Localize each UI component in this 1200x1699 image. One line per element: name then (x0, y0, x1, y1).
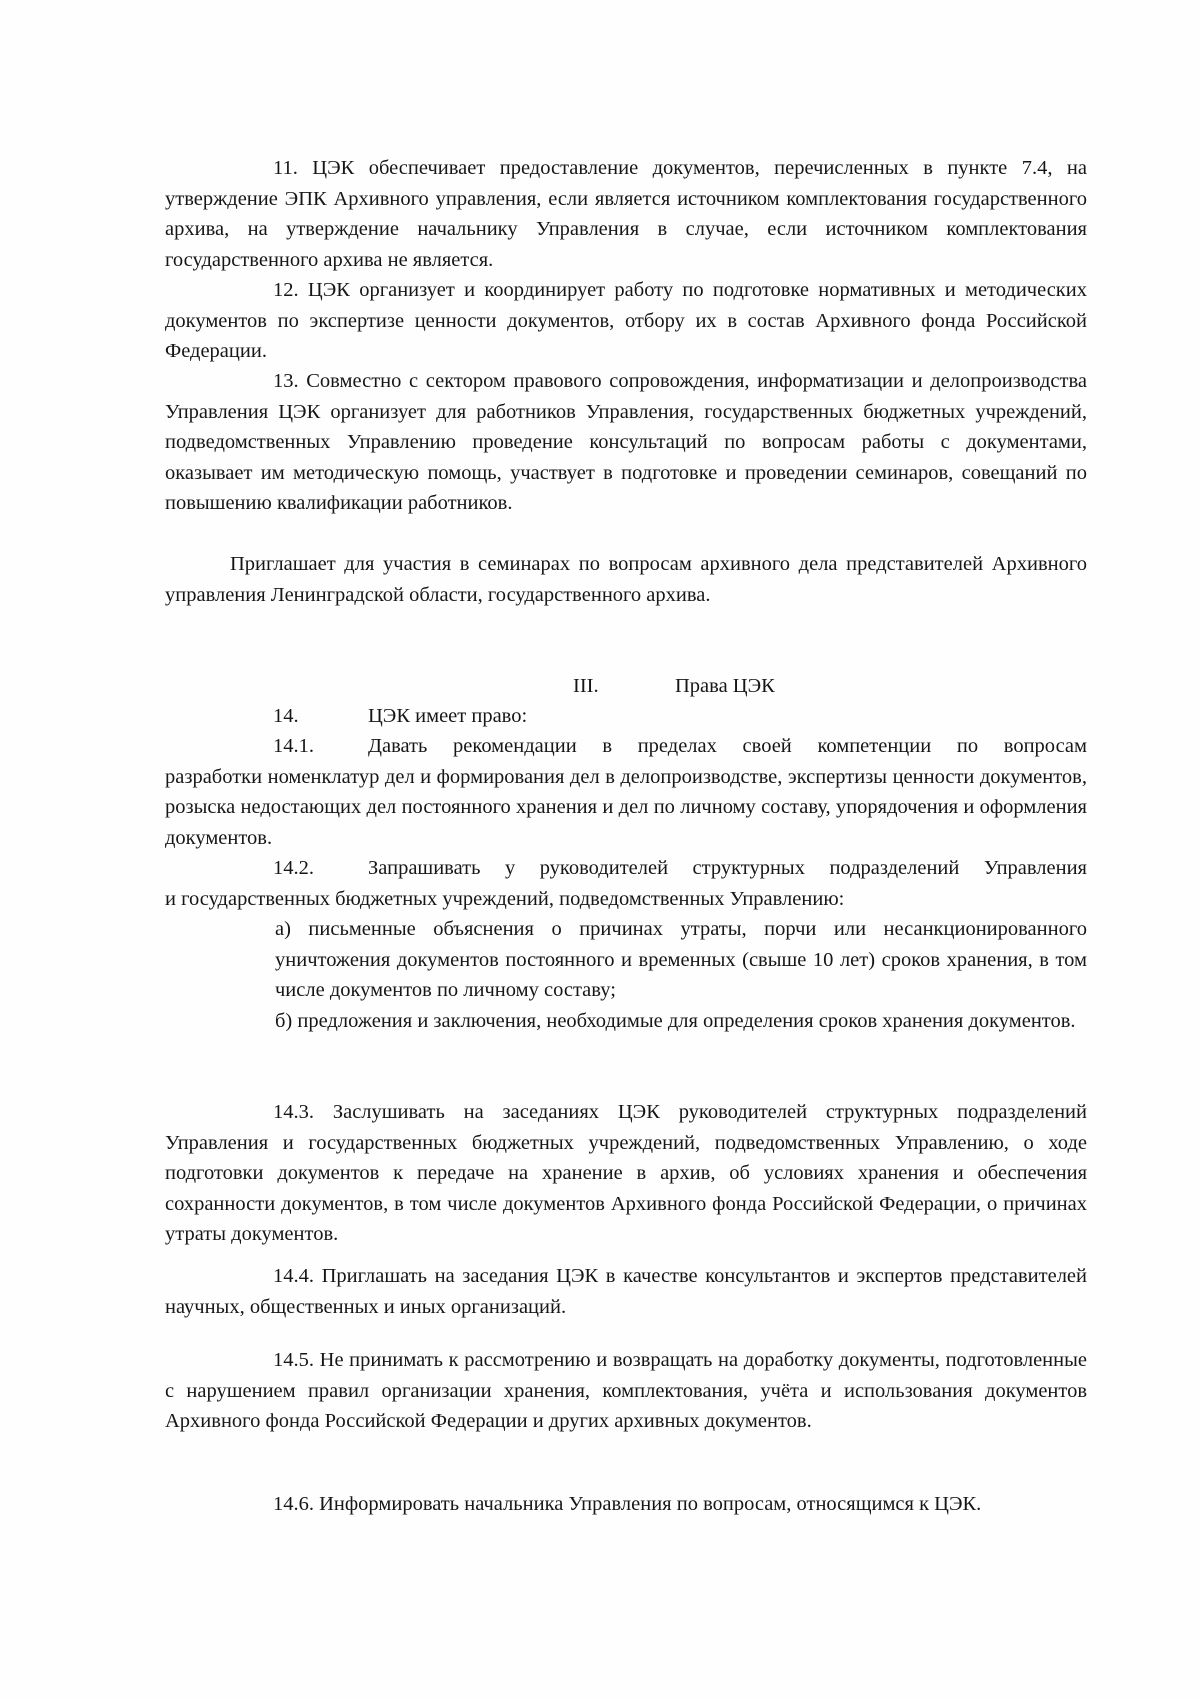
paragraph-13-invite (165, 549, 1087, 610)
paragraph-14-3-text: 14.3. Заслушивать на заседаниях ЦЭК руководителей структурных подразделений Управления и государственных бюджетных учреждений, подведомственных Управлению, о ходе подготовки документов к передаче на хранение в архив, об условиях хранения и обеспечения сохранности документов, в том числе документов Архивного фонда Российской Федерации, о причинах утраты документов. (165, 1101, 1087, 1245)
section-number: III. (573, 675, 599, 697)
paragraph-12 (165, 275, 1087, 367)
paragraph-14-2-rest: и государственных бюджетных учреждений, подведомственных Управлению: (165, 887, 845, 910)
paragraph-14-3 (165, 1097, 1087, 1250)
paragraph-14-number: 14. (273, 705, 299, 727)
paragraph-14-2-item-a: а) письменные объяснения о причинах утраты, порчи или несанкционированного уничтожения документов постоянного и временных (свыше 10 лет) сроков хранения, в том числе документов по личному составу; (275, 918, 1087, 1001)
paragraph-14-1-number: 14.1. (273, 735, 314, 757)
paragraph-14-2-first-line (165, 853, 1087, 884)
paragraph-14-5 (165, 1345, 1087, 1437)
section-title: Права ЦЭК (675, 675, 775, 697)
paragraph-14-2-first: Запрашивать у руководителей структурных подразделений Управления (368, 857, 1087, 879)
paragraph-13 (165, 366, 1087, 519)
paragraph-14-2-number: 14.2. (273, 857, 314, 879)
paragraph-14-1 (165, 731, 1087, 853)
paragraph-14-1-first: Давать рекомендации в пределах своей компетенции по вопросам (368, 735, 1087, 757)
paragraph-14-text: ЦЭК имеет право: (368, 705, 528, 727)
paragraph-14-1-first-line (165, 731, 1087, 762)
paragraph-11 (165, 153, 1087, 275)
paragraph-13-text: 13. Совместно с сектором правового сопровождения, информатизации и делопроизводства Управления ЦЭК организует для работников Управления, государственных бюджетных учреждений, подведомственных Управлению проведение консультаций по вопросам работы с документами, оказывает им методическую помощь, участвует в подготовке и проведении семинаров, совещаний по повышению квалификации работников. (165, 370, 1087, 514)
paragraph-14-4-text: 14.4. Приглашать на заседания ЦЭК в качестве консультантов и экспертов представителей научных, общественных и иных организаций. (165, 1265, 1087, 1318)
paragraph-11-text: 11. ЦЭК обеспечивает предоставление документов, перечисленных в пункте 7.4, на утверждение ЭПК Архивного управления, если является источником комплектования государственного архива, на утверждение начальнику Управления в случае, если источником комплектования государственного архива не является. (165, 157, 1087, 271)
paragraph-14-5-text: 14.5. Не принимать к рассмотрению и возвращать на доработку документы, подготовленные с нарушением правил организации хранения, комплектования, учёта и использования документов Архивного фонда Российской Федерации и других архивных документов. (165, 1349, 1087, 1432)
paragraph-14-6-text: 14.6. Информировать начальника Управления по вопросам, относящимся к ЦЭК. (273, 1493, 982, 1515)
paragraph-13-invite-text: Приглашает для участия в семинарах по вопросам архивного дела представителей Архивного управления Ленинградской области, государственного архива. (165, 553, 1087, 606)
paragraph-14-2-item-b: б) предложения и заключения, необходимые для определения сроков хранения документов. (275, 1009, 1076, 1032)
paragraph-12-text: 12. ЦЭК организует и координирует работу по подготовке нормативных и методических документов по экспертизе ценности документов, отбору их в состав Архивного фонда Российской Федерации. (165, 279, 1087, 362)
paragraph-14-6 (165, 1489, 1087, 1520)
paragraph-14-4 (165, 1261, 1087, 1322)
paragraph-14-2 (165, 853, 1087, 1036)
paragraph-14-1-rest: разработки номенклатур дел и формирования дел в делопроизводстве, экспертизы ценности документов, розыска недостающих дел постоянного хранения и дел по личному составу, упорядочения и оформления документов. (165, 765, 1087, 849)
